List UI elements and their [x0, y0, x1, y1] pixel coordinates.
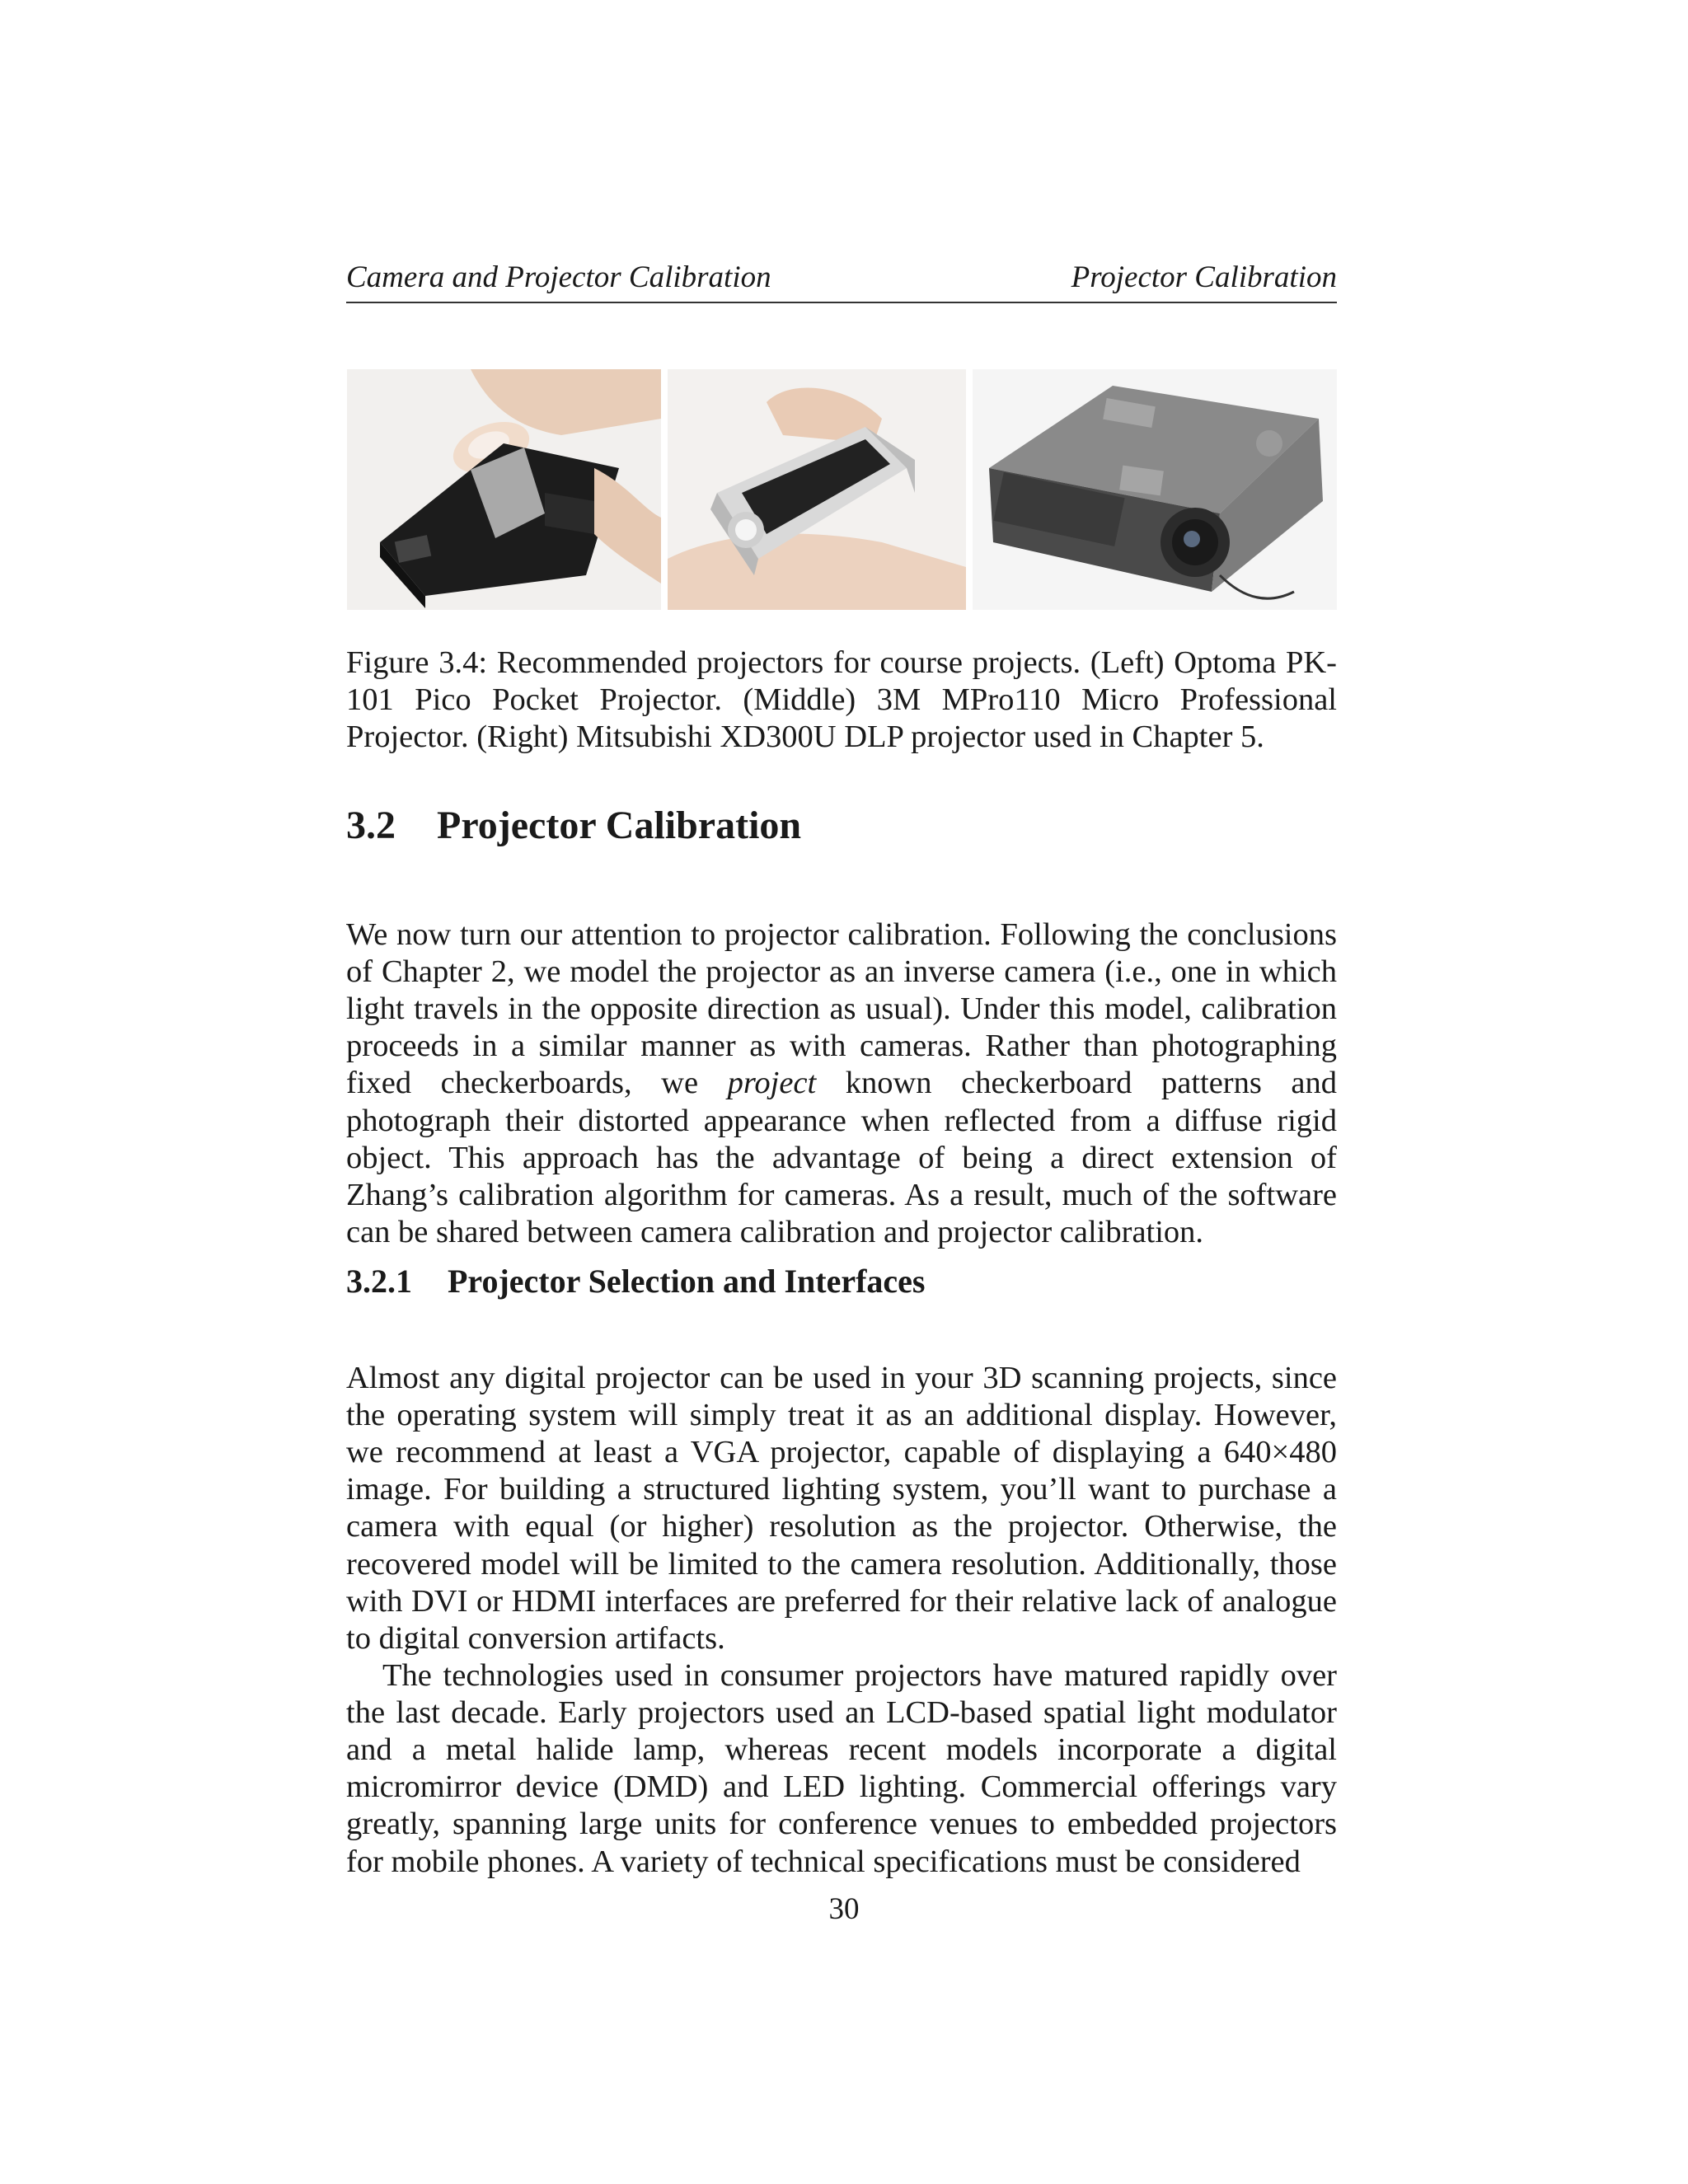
- section-title: Projector Calibration: [437, 804, 802, 847]
- section-number: 3.2: [346, 804, 396, 847]
- section-paragraph: [346, 916, 1337, 1252]
- 3m-projector-photo: [668, 369, 966, 610]
- subsection-number: 3.2.1: [346, 1263, 412, 1300]
- section-heading: [346, 801, 801, 851]
- subsection-paragraph: Almost any digital projector can be used in your 3D scanning projects, since the operating system will simply treat it as an additional display. However, we recommend at least a VGA projector, capable of displaying a 640×480 image. For building a structured lighting system, you’ll want to purchase a camera with equal (or higher) resolution as the projector. Otherwise, the recovered model will be limited to the camera resolution. Additionally, those with DVI or HDMI interfaces are preferred for their relative lack of analogue to digital conversion artifacts.: [346, 1360, 1337, 1656]
- header-chapter-title: Camera and Projector Calibration: [346, 260, 771, 294]
- running-header: [346, 259, 1337, 303]
- page-number: 30: [828, 1892, 860, 1926]
- mitsubishi-projector-photo: [973, 369, 1337, 610]
- figure-3-4: [347, 369, 1337, 610]
- subsection-heading: [346, 1261, 925, 1302]
- paragraph-text: We now turn our attention to projector calibration. Following the conclusions of Chapter 2, we model the projector as an inverse camera (i.e., one in which light travels in the opposite direction as usual). Under this model, calibration proceeds in a similar manner as with cameras. Rather than photographing fixed checkerboards, we: [346, 916, 1337, 1101]
- header-section-title: Projector Calibration: [1071, 260, 1337, 294]
- paragraph-text: known checkerboard patterns and photograph their distorted appearance when reflected from a diffuse rigid object. This approach has the advantage of being a direct extension of Zhang’s calibration algorithm for cameras. As a result, much of the software can be shared between camera calibration and projector calibration.: [346, 1066, 1337, 1250]
- optoma-projector-photo: [347, 369, 661, 610]
- emphasized-word: project: [727, 1066, 817, 1101]
- subsection-title: Projector Selection and Interfaces: [448, 1263, 926, 1300]
- subsection-paragraph: The technologies used in consumer projectors have matured rapidly over the last decade. Early projectors used an LCD-based spatial light modulator and a metal halide lamp, whereas recent models incorporate a digital micromirror device (DMD) and LED lighting. Commercial offerings vary greatly, spanning large units for conference venues to embedded projectors for mobile phones. A variety of technical specifications must be considered: [346, 1657, 1337, 1879]
- figure-caption: Figure 3.4: Recommended projectors for course projects. (Left) Optoma PK-101 Pico Pocket Projector. (Middle) 3M MPro110 Micro Professional Projector. (Right) Mitsubishi XD300U DLP projector used in Chapter 5.: [346, 645, 1337, 754]
